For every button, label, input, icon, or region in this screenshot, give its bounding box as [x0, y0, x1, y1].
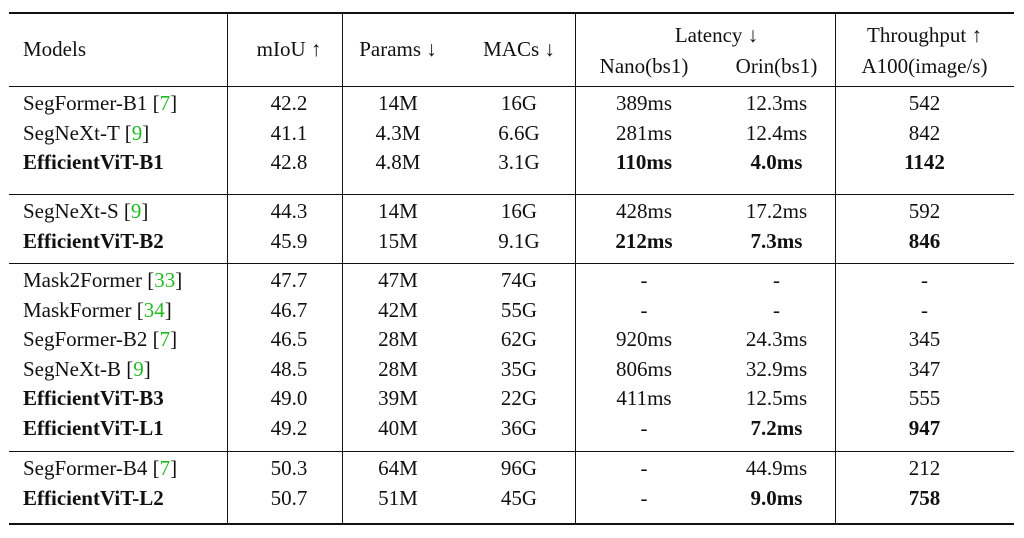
model-name: MaskFormer [34]: [23, 297, 172, 322]
cell-thr: 345: [908, 327, 941, 352]
model-name: [23, 485, 164, 511]
model-name-text: EfficientViT-L1: [23, 416, 164, 440]
table-rule: [9, 523, 1014, 525]
model-name: SegFormer-B2 [7]: [23, 327, 178, 352]
cell-nano: 411ms: [616, 386, 672, 411]
citation-link[interactable]: 9: [131, 120, 143, 145]
model-name: SegFormer-B1 [7]: [23, 91, 178, 115]
cell-params: 39M: [378, 386, 418, 411]
cell-nano: 212ms: [615, 228, 673, 253]
cell-params: 64M: [378, 456, 418, 480]
header-throughput: Throughput ↑: [867, 23, 982, 47]
cell-nano: -: [640, 268, 648, 292]
citation-link[interactable]: 7: [159, 91, 171, 115]
cell-miou: 48.5: [270, 356, 308, 381]
cell-macs: 55G: [500, 297, 538, 322]
cell-nano: -: [640, 456, 648, 480]
cell-macs: 9.1G: [498, 228, 540, 253]
cell-thr: 555: [908, 386, 941, 411]
cell-params: 4.3M: [375, 120, 421, 145]
cell-miou: 42.8: [270, 150, 308, 175]
cell-orin: 9.0ms: [750, 485, 803, 510]
model-name-text: EfficientViT-B2: [23, 228, 164, 253]
cell-orin: 12.3ms: [745, 91, 808, 115]
cell-thr: 1142: [904, 150, 945, 175]
column-divider: [575, 14, 576, 523]
model-name-text: EfficientViT-B3: [23, 386, 164, 411]
model-name-text: SegNeXt-T: [23, 120, 120, 145]
header-orin: Orin(bs1): [735, 54, 818, 78]
table-rule: [9, 86, 1014, 87]
cell-orin: 32.9ms: [745, 356, 808, 381]
cell-nano: 806ms: [615, 356, 672, 381]
citation-link[interactable]: 34: [143, 297, 165, 322]
model-name: SegNeXt-T [9]: [23, 120, 150, 145]
model-name-text: Mask2Former: [23, 268, 142, 292]
header-miou: mIoU ↑: [256, 37, 322, 61]
cell-macs: 3.1G: [498, 150, 540, 175]
cell-nano: 281ms: [615, 120, 672, 145]
model-name: [23, 228, 164, 254]
cell-miou: 47.7: [270, 268, 308, 292]
model-name: [23, 149, 164, 175]
cell-orin: 44.9ms: [745, 456, 808, 480]
cell-miou: 50.3: [270, 456, 308, 480]
cell-miou: 46.7: [270, 297, 308, 322]
cell-miou: 44.3: [270, 199, 308, 223]
model-name-text: SegFormer-B1: [23, 91, 148, 115]
model-name-text: EfficientViT-B1: [23, 150, 164, 175]
citation-link[interactable]: 7: [159, 456, 171, 480]
cell-macs: 22G: [500, 386, 538, 411]
cell-thr: 542: [908, 91, 941, 115]
cell-orin: 12.4ms: [745, 120, 808, 145]
model-name-text: SegNeXt-S: [23, 199, 119, 223]
cell-orin: 17.2ms: [745, 199, 808, 223]
cell-macs: 6.6G: [498, 120, 540, 145]
citation-link[interactable]: 9: [130, 199, 142, 223]
cell-nano: 389ms: [615, 91, 672, 115]
cell-thr: 758: [908, 485, 941, 510]
cell-params: 42M: [378, 297, 418, 322]
table-rule: [9, 451, 1014, 452]
cell-orin: -: [773, 297, 780, 322]
cell-thr: 347: [908, 356, 941, 381]
cell-orin: 12.5ms: [745, 386, 808, 411]
cell-orin: 7.2ms: [750, 416, 803, 440]
cell-miou: 49.2: [270, 416, 308, 440]
cell-params: 40M: [378, 416, 418, 440]
model-name: SegFormer-B4 [7]: [23, 456, 178, 480]
cell-thr: 212: [908, 456, 941, 480]
model-name-text: SegFormer-B2: [23, 327, 148, 352]
table-rule: [9, 263, 1014, 264]
cell-macs: 36G: [500, 416, 538, 440]
header-nano: Nano(bs1): [599, 54, 689, 78]
model-name-text: MaskFormer: [23, 297, 132, 322]
cell-thr: 947: [908, 416, 941, 440]
cell-params: 14M: [378, 91, 418, 115]
cell-thr: -: [921, 297, 928, 322]
cell-macs: 96G: [500, 456, 538, 480]
table-rule: [9, 12, 1014, 14]
model-name: SegNeXt-S [9]: [23, 199, 149, 223]
cell-macs: 62G: [500, 327, 538, 352]
cell-orin: -: [773, 268, 780, 292]
cell-orin: 7.3ms: [750, 228, 803, 253]
model-name: Mask2Former [33]: [23, 268, 183, 292]
cell-nano: 110ms: [615, 150, 672, 175]
cell-orin: 24.3ms: [745, 327, 808, 352]
citation-link[interactable]: 9: [133, 356, 144, 381]
cell-miou: 50.7: [270, 485, 308, 510]
cell-miou: 49.0: [270, 386, 308, 411]
cell-miou: 41.1: [270, 120, 308, 145]
cell-thr: 592: [908, 199, 941, 223]
cell-nano: -: [640, 297, 648, 322]
cell-params: 28M: [378, 356, 418, 381]
cell-params: 28M: [378, 327, 418, 352]
header-a100: A100(image/s): [861, 54, 988, 78]
model-name: [23, 415, 164, 441]
cell-miou: 42.2: [270, 91, 308, 115]
model-name-text: SegFormer-B4: [23, 456, 148, 480]
cell-params: 14M: [378, 199, 418, 223]
model-name-text: SegNeXt-B: [23, 356, 121, 381]
model-name-text: EfficientViT-L2: [23, 485, 164, 510]
cell-params: 51M: [378, 485, 418, 510]
cell-miou: 46.5: [270, 327, 308, 352]
cell-nano: 920ms: [615, 327, 672, 352]
citation-link[interactable]: 33: [154, 268, 176, 292]
citation-link[interactable]: 7: [159, 327, 171, 352]
cell-nano: 428ms: [615, 199, 672, 223]
cell-params: 47M: [378, 268, 418, 292]
header-macs: MACs ↓: [483, 37, 555, 61]
header-params: Params ↓: [359, 37, 437, 61]
model-name: [23, 385, 164, 411]
table-rule: [9, 194, 1014, 195]
header-latency: Latency ↓: [674, 23, 759, 47]
cell-params: 15M: [378, 228, 418, 253]
cell-macs: 35G: [500, 356, 538, 381]
cell-macs: 45G: [500, 485, 538, 510]
header-models: Models: [23, 37, 86, 61]
cell-thr: 846: [908, 228, 941, 253]
cell-macs: 16G: [500, 199, 538, 223]
cell-macs: 16G: [500, 91, 538, 115]
cell-macs: 74G: [500, 268, 538, 292]
cell-nano: -: [640, 416, 648, 440]
column-divider: [227, 14, 228, 523]
cell-thr: 842: [908, 120, 941, 145]
model-name: SegNeXt-B [9]: [23, 356, 151, 381]
cell-thr: -: [921, 268, 928, 292]
cell-nano: -: [640, 485, 648, 510]
cell-miou: 45.9: [270, 228, 308, 253]
cell-params: 4.8M: [375, 150, 421, 175]
cell-orin: 4.0ms: [750, 150, 803, 175]
